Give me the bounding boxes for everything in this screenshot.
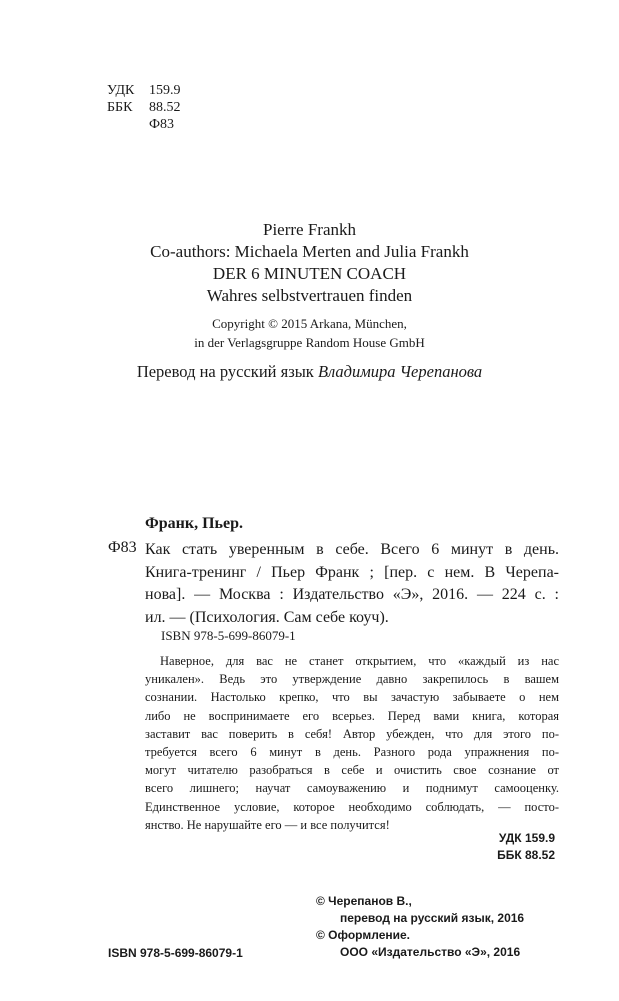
original-copyright-line1: Copyright © 2015 Arkana, München, — [212, 316, 407, 331]
copyright-line2: перевод на русский язык, 2016 — [340, 911, 525, 925]
udk-bottom: УДК 159.9 — [498, 831, 555, 845]
annotation-line: заставит вас поверить в себя! Автор убежден, что для этого по- — [145, 726, 559, 741]
copyright-line3: © Оформление. — [316, 928, 411, 942]
original-coauthors: Co-authors: Michaela Merten and Julia Frankh — [150, 242, 469, 261]
copyright-block — [316, 893, 524, 961]
copyright-line4: ООО «Издательство «Э», 2016 — [340, 945, 521, 959]
annotation — [145, 652, 559, 834]
classification-bottom — [497, 830, 555, 864]
annotation-line: сознании. Настолько крепко, что вы зачастую забываете о нем — [145, 690, 559, 705]
catalog-line: нова]. — Москва : Издательство «Э», 2016. — 224 с. : — [145, 586, 559, 603]
annotation-line: всего лишнего; научат самоуважению и поднимут самооценку. — [145, 781, 559, 796]
original-copyright-line2: in der Verlagsgruppe Random House GmbH — [194, 335, 425, 350]
bbk-label: ББК — [107, 100, 133, 115]
translation-prefix: Перевод на русский язык — [136, 362, 318, 381]
annotation-line: либо не воспринимаете его всерьез. Перед вами книга, которая — [145, 708, 559, 723]
annotation-line: могут читателю разобраться в себе и очистить свое сознание от — [145, 763, 559, 778]
udk-label: УДК — [107, 83, 135, 98]
catalog-author: Франк, Пьер. — [145, 515, 243, 532]
catalog-isbn: ISBN 978-5-699-86079-1 — [161, 628, 296, 643]
annotation-line: янство. Не нарушайте его — и все получится! — [145, 817, 390, 832]
original-copyright-block — [0, 314, 619, 352]
translation-credit — [0, 361, 619, 383]
catalog-description — [145, 539, 559, 629]
catalog-mark: Ф83 — [108, 539, 137, 556]
isbn-bottom: ISBN 978-5-699-86079-1 — [108, 946, 243, 960]
annotation-line: уникален». Ведь это утверждение давно закрепилось в вашем — [145, 672, 559, 687]
copyright-line1: © Черепанов В., — [316, 894, 412, 908]
bbk-row — [107, 99, 181, 116]
bbk-value: 88.52 — [149, 100, 181, 115]
catalog-line: ил. — (Психология. Сам себе коуч). — [145, 608, 389, 626]
original-title: DER 6 MINUTEN COACH — [212, 264, 407, 283]
original-author: Pierre Frankh — [262, 220, 356, 239]
author-mark-row — [107, 116, 181, 133]
catalog-line: Книга-тренинг / Пьер Франк ; [пер. с нем. В Черепа- — [145, 563, 559, 581]
annotation-line: Наверное, для вас не станет открытием, что «каждый из нас — [160, 654, 559, 668]
udk-value: 159.9 — [149, 83, 181, 98]
translator-name: Владимира Черепанова — [317, 362, 483, 381]
catalog-line: Как стать уверенным в себе. Всего 6 минут в день. — [145, 541, 559, 558]
original-edition-block — [0, 219, 619, 307]
classification-block — [107, 82, 181, 133]
udk-row — [107, 82, 181, 99]
original-subtitle: Wahres selbstvertrauen finden — [206, 286, 413, 305]
annotation-line: требуется всего 6 минут в день. Разного рода упражнения по- — [145, 744, 559, 759]
annotation-line: Единственное условие, которое необходимо соблюдать, — посто- — [145, 799, 559, 814]
bbk-bottom: ББК 88.52 — [497, 848, 555, 862]
author-mark: Ф83 — [149, 117, 175, 132]
